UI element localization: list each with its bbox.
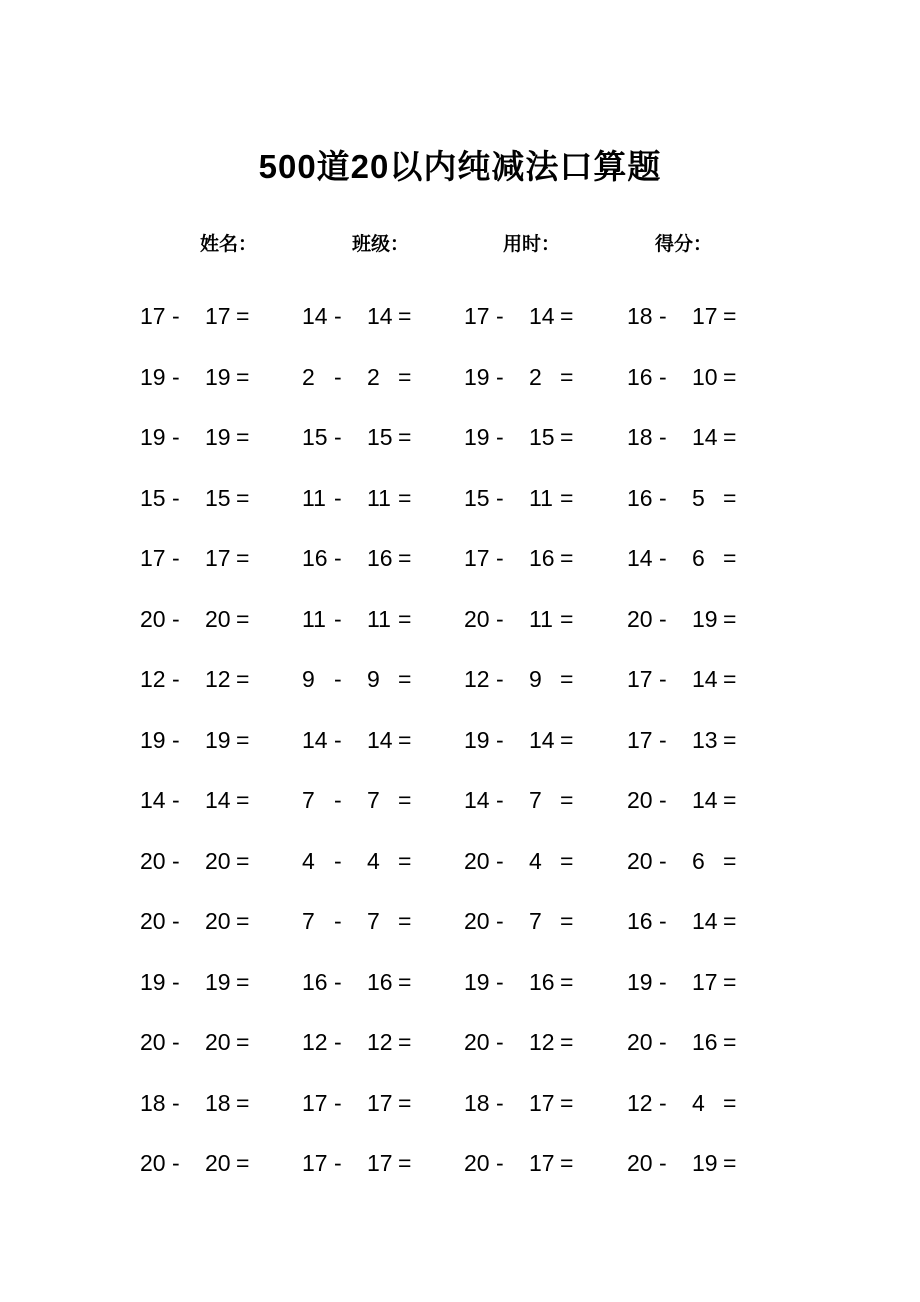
problem-row	[0, 407, 920, 468]
problem-row	[0, 528, 920, 589]
equals-sign: =	[398, 968, 412, 995]
minuend: 20	[627, 847, 653, 874]
minuend: 15	[464, 484, 490, 511]
subtrahend: 17	[529, 1089, 555, 1116]
minus-sign: -	[172, 726, 180, 753]
problem-row	[0, 1133, 920, 1194]
minuend: 16	[627, 363, 653, 390]
minuend: 14	[140, 787, 166, 813]
equals-sign: =	[723, 545, 737, 571]
equals-sign: =	[560, 1089, 574, 1116]
equals-sign: =	[560, 484, 574, 511]
minuend: 17	[464, 303, 490, 329]
subtrahend: 14	[367, 303, 393, 329]
minuend: 19	[140, 968, 166, 995]
subtrahend: 13	[692, 726, 718, 753]
equals-sign: =	[398, 787, 412, 813]
minus-sign: -	[172, 605, 180, 632]
equals-sign: =	[236, 908, 250, 934]
subtrahend: 20	[205, 605, 231, 632]
subtrahend: 18	[205, 1089, 231, 1116]
subtrahend: 14	[692, 666, 718, 692]
minuend: 7	[302, 908, 315, 934]
minuend: 17	[464, 545, 490, 571]
name-field-label: 姓名：	[200, 234, 258, 255]
minus-sign: -	[334, 363, 342, 390]
minuend: 19	[464, 363, 490, 390]
minus-sign: -	[334, 847, 342, 874]
minus-sign: -	[172, 787, 180, 813]
subtrahend: 19	[205, 363, 231, 390]
minus-sign: -	[659, 908, 667, 934]
minuend: 17	[140, 303, 166, 329]
problem-row	[0, 1073, 920, 1134]
minuend: 11	[302, 605, 326, 632]
problem-grid	[0, 286, 920, 1194]
minus-sign: -	[334, 605, 342, 632]
minus-sign: -	[496, 1150, 504, 1176]
minuend: 7	[302, 787, 315, 813]
subtrahend: 15	[367, 424, 393, 450]
minuend: 12	[140, 666, 166, 692]
subtrahend: 17	[205, 545, 231, 571]
subtrahend: 20	[205, 1029, 231, 1055]
subtrahend: 20	[205, 847, 231, 874]
minuend: 4	[302, 847, 315, 874]
equals-sign: =	[723, 1089, 737, 1116]
equals-sign: =	[398, 666, 412, 692]
subtrahend: 17	[205, 303, 231, 329]
problem-row	[0, 347, 920, 408]
minuend: 18	[627, 303, 653, 329]
subtrahend: 14	[367, 726, 393, 753]
minuend: 20	[627, 605, 653, 632]
subtrahend: 19	[205, 424, 231, 450]
minuend: 20	[627, 1150, 653, 1176]
minus-sign: -	[172, 424, 180, 450]
minuend: 15	[302, 424, 328, 450]
equals-sign: =	[723, 787, 737, 813]
minuend: 14	[302, 726, 328, 753]
equals-sign: =	[236, 666, 250, 692]
equals-sign: =	[398, 1029, 412, 1055]
subtrahend: 19	[692, 1150, 718, 1176]
subtrahend: 11	[529, 605, 553, 632]
subtrahend: 16	[692, 1029, 718, 1055]
equals-sign: =	[398, 303, 412, 329]
subtrahend: 14	[692, 424, 718, 450]
minus-sign: -	[659, 605, 667, 632]
minuend: 18	[140, 1089, 166, 1116]
minus-sign: -	[334, 787, 342, 813]
equals-sign: =	[236, 1089, 250, 1116]
equals-sign: =	[236, 545, 250, 571]
equals-sign: =	[560, 363, 574, 390]
equals-sign: =	[560, 303, 574, 329]
minuend: 14	[464, 787, 490, 813]
equals-sign: =	[723, 908, 737, 934]
minus-sign: -	[659, 545, 667, 571]
equals-sign: =	[723, 605, 737, 632]
minus-sign: -	[496, 545, 504, 571]
minus-sign: -	[496, 1089, 504, 1116]
subtrahend: 15	[205, 484, 231, 511]
subtrahend: 12	[205, 666, 231, 692]
equals-sign: =	[723, 968, 737, 995]
problem-row	[0, 649, 920, 710]
subtrahend: 14	[692, 787, 718, 813]
minuend: 20	[140, 1029, 166, 1055]
minus-sign: -	[496, 908, 504, 934]
minuend: 17	[140, 545, 166, 571]
minus-sign: -	[172, 1029, 180, 1055]
minus-sign: -	[659, 787, 667, 813]
equals-sign: =	[560, 545, 574, 571]
minuend: 16	[627, 484, 653, 511]
equals-sign: =	[560, 1029, 574, 1055]
minus-sign: -	[172, 666, 180, 692]
equals-sign: =	[398, 484, 412, 511]
minus-sign: -	[496, 484, 504, 511]
problem-row	[0, 468, 920, 529]
subtrahend: 6	[692, 545, 705, 571]
subtrahend: 14	[692, 908, 718, 934]
minuend: 20	[627, 1029, 653, 1055]
minuend: 19	[627, 968, 653, 995]
minuend: 9	[302, 666, 315, 692]
minuend: 12	[302, 1029, 328, 1055]
minuend: 14	[302, 303, 328, 329]
minus-sign: -	[659, 968, 667, 995]
equals-sign: =	[560, 968, 574, 995]
minuend: 17	[302, 1089, 328, 1116]
subtrahend: 4	[367, 847, 380, 874]
equals-sign: =	[723, 303, 737, 329]
minuend: 17	[627, 666, 653, 692]
subtrahend: 5	[692, 484, 705, 511]
subtrahend: 11	[367, 484, 391, 511]
subtrahend: 20	[205, 1150, 231, 1176]
minuend: 20	[140, 1150, 166, 1176]
equals-sign: =	[723, 424, 737, 450]
problem-row	[0, 770, 920, 831]
subtrahend: 19	[692, 605, 718, 632]
equals-sign: =	[236, 605, 250, 632]
subtrahend: 17	[529, 1150, 555, 1176]
equals-sign: =	[723, 484, 737, 511]
minuend: 20	[464, 605, 490, 632]
minus-sign: -	[659, 666, 667, 692]
equals-sign: =	[560, 666, 574, 692]
minuend: 19	[140, 424, 166, 450]
minus-sign: -	[659, 1150, 667, 1176]
minus-sign: -	[334, 666, 342, 692]
minuend: 20	[140, 847, 166, 874]
equals-sign: =	[398, 1089, 412, 1116]
minus-sign: -	[334, 545, 342, 571]
minuend: 20	[140, 605, 166, 632]
subtrahend: 16	[367, 545, 393, 571]
equals-sign: =	[723, 666, 737, 692]
equals-sign: =	[560, 847, 574, 874]
equals-sign: =	[398, 847, 412, 874]
subtrahend: 17	[367, 1089, 393, 1116]
minuend: 16	[302, 968, 328, 995]
minus-sign: -	[496, 666, 504, 692]
equals-sign: =	[398, 363, 412, 390]
equals-sign: =	[398, 1150, 412, 1176]
subtrahend: 19	[205, 726, 231, 753]
minus-sign: -	[659, 303, 667, 329]
problem-row	[0, 286, 920, 347]
subtrahend: 17	[367, 1150, 393, 1176]
minuend: 16	[302, 545, 328, 571]
minus-sign: -	[659, 726, 667, 753]
minuend: 20	[627, 787, 653, 813]
equals-sign: =	[560, 908, 574, 934]
equals-sign: =	[723, 363, 737, 390]
minus-sign: -	[496, 605, 504, 632]
equals-sign: =	[236, 424, 250, 450]
equals-sign: =	[723, 1150, 737, 1176]
minuend: 20	[464, 1029, 490, 1055]
equals-sign: =	[236, 726, 250, 753]
subtrahend: 11	[367, 605, 391, 632]
equals-sign: =	[236, 484, 250, 511]
minuend: 20	[464, 1150, 490, 1176]
equals-sign: =	[398, 605, 412, 632]
minus-sign: -	[659, 847, 667, 874]
subtrahend: 7	[529, 908, 542, 934]
minuend: 15	[140, 484, 166, 511]
minus-sign: -	[496, 968, 504, 995]
subtrahend: 2	[367, 363, 380, 390]
subtrahend: 4	[529, 847, 542, 874]
minus-sign: -	[334, 1029, 342, 1055]
minuend: 19	[140, 363, 166, 390]
minus-sign: -	[659, 363, 667, 390]
subtrahend: 16	[529, 968, 555, 995]
subtrahend: 14	[205, 787, 231, 813]
minuend: 20	[140, 908, 166, 934]
minus-sign: -	[659, 1089, 667, 1116]
subtrahend: 10	[692, 363, 718, 390]
minus-sign: -	[334, 1089, 342, 1116]
minus-sign: -	[496, 726, 504, 753]
equals-sign: =	[560, 787, 574, 813]
equals-sign: =	[236, 787, 250, 813]
equals-sign: =	[236, 968, 250, 995]
subtrahend: 11	[529, 484, 553, 511]
minuend: 2	[302, 363, 315, 390]
subtrahend: 20	[205, 908, 231, 934]
minuend: 20	[464, 908, 490, 934]
problem-row	[0, 952, 920, 1013]
minuend: 18	[464, 1089, 490, 1116]
equals-sign: =	[236, 363, 250, 390]
subtrahend: 12	[529, 1029, 555, 1055]
minus-sign: -	[334, 424, 342, 450]
subtrahend: 7	[367, 908, 380, 934]
equals-sign: =	[236, 1150, 250, 1176]
equals-sign: =	[236, 847, 250, 874]
problem-row	[0, 589, 920, 650]
minus-sign: -	[334, 484, 342, 511]
equals-sign: =	[723, 847, 737, 874]
minus-sign: -	[334, 303, 342, 329]
equals-sign: =	[560, 726, 574, 753]
minus-sign: -	[659, 424, 667, 450]
problem-row	[0, 831, 920, 892]
problem-row	[0, 1012, 920, 1073]
subtrahend: 16	[529, 545, 555, 571]
minuend: 19	[464, 726, 490, 753]
equals-sign: =	[398, 424, 412, 450]
minus-sign: -	[496, 1029, 504, 1055]
minuend: 11	[302, 484, 326, 511]
equals-sign: =	[560, 424, 574, 450]
page-title: 500道20以内纯减法口算题	[258, 148, 662, 185]
minuend: 17	[302, 1150, 328, 1176]
minuend: 17	[627, 726, 653, 753]
subtrahend: 16	[367, 968, 393, 995]
subtrahend: 17	[692, 303, 718, 329]
minus-sign: -	[496, 424, 504, 450]
minus-sign: -	[172, 908, 180, 934]
class-field-label: 班级：	[352, 234, 410, 255]
minus-sign: -	[172, 1150, 180, 1176]
minus-sign: -	[334, 726, 342, 753]
equals-sign: =	[723, 726, 737, 753]
subtrahend: 7	[367, 787, 380, 813]
equals-sign: =	[723, 1029, 737, 1055]
problem-row	[0, 891, 920, 952]
subtrahend: 4	[692, 1089, 705, 1116]
minus-sign: -	[659, 484, 667, 511]
minus-sign: -	[172, 363, 180, 390]
minus-sign: -	[496, 787, 504, 813]
minuend: 19	[464, 424, 490, 450]
minuend: 18	[627, 424, 653, 450]
minuend: 12	[627, 1089, 653, 1116]
subtrahend: 6	[692, 847, 705, 874]
subtrahend: 19	[205, 968, 231, 995]
minus-sign: -	[334, 908, 342, 934]
subtrahend: 17	[692, 968, 718, 995]
minus-sign: -	[172, 968, 180, 995]
minuend: 12	[464, 666, 490, 692]
equals-sign: =	[236, 1029, 250, 1055]
minuend: 14	[627, 545, 653, 571]
minus-sign: -	[334, 968, 342, 995]
minus-sign: -	[496, 363, 504, 390]
minus-sign: -	[334, 1150, 342, 1176]
equals-sign: =	[398, 726, 412, 753]
minuend: 16	[627, 908, 653, 934]
subtrahend: 7	[529, 787, 542, 813]
minuend: 19	[140, 726, 166, 753]
subtrahend: 9	[529, 666, 542, 692]
minuend: 20	[464, 847, 490, 874]
problem-row	[0, 710, 920, 771]
equals-sign: =	[398, 545, 412, 571]
minus-sign: -	[659, 1029, 667, 1055]
equals-sign: =	[236, 303, 250, 329]
subtrahend: 14	[529, 303, 555, 329]
minus-sign: -	[172, 303, 180, 329]
minus-sign: -	[172, 545, 180, 571]
minuend: 19	[464, 968, 490, 995]
time-field-label: 用时：	[503, 234, 561, 255]
equals-sign: =	[560, 605, 574, 632]
subtrahend: 9	[367, 666, 380, 692]
minus-sign: -	[496, 303, 504, 329]
subtrahend: 12	[367, 1029, 393, 1055]
subtrahend: 14	[529, 726, 555, 753]
minus-sign: -	[172, 847, 180, 874]
minus-sign: -	[172, 1089, 180, 1116]
equals-sign: =	[560, 1150, 574, 1176]
score-field-label: 得分：	[655, 234, 713, 255]
subtrahend: 15	[529, 424, 555, 450]
minus-sign: -	[496, 847, 504, 874]
equals-sign: =	[398, 908, 412, 934]
minus-sign: -	[172, 484, 180, 511]
subtrahend: 2	[529, 363, 542, 390]
